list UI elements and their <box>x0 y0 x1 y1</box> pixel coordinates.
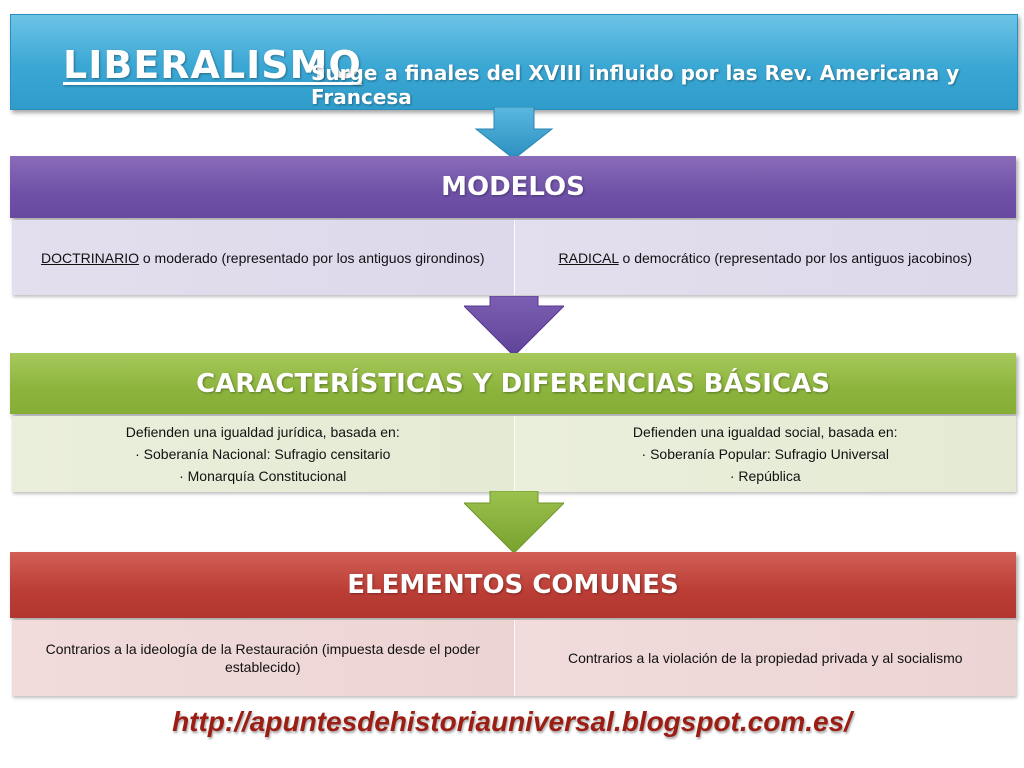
arrow-down-icon <box>464 491 564 553</box>
caracteristicas-title: CARACTERÍSTICAS Y DIFERENCIAS BÁSICAS <box>196 368 830 399</box>
comun-right-text: Contrarios a la violación de la propiedad privada y al socialismo <box>567 650 963 666</box>
modelo-radical-text <box>559 249 972 267</box>
comunes-title: ELEMENTOS COMUNES <box>347 570 679 600</box>
arrow-down-icon <box>464 296 564 356</box>
radical-term: RADICAL <box>558 249 619 266</box>
comun-propiedad <box>514 620 1017 696</box>
caract-left-line: Defienden una igualdad jurídica, basada en: <box>125 424 400 440</box>
comun-left-text: Contrarios a la ideología de la Restauración (impuesta desde el poder establecido) <box>45 641 480 675</box>
caract-right-line: · Soberanía Popular: Sufragio Universal <box>641 446 889 462</box>
comun-restauracion <box>12 620 514 696</box>
banner-title: LIBERALISMO <box>63 43 362 87</box>
comunes-row <box>12 620 1016 696</box>
banner-subtitle: Surge a finales del XVIII influido por las Rev. Americana y Francesa <box>311 61 960 109</box>
caract-right-line: Defienden una igualdad social, basada en: <box>632 424 898 440</box>
caract-left-line: · Soberanía Nacional: Sufragio censitario <box>135 446 391 462</box>
arrow-down-icon <box>464 107 564 159</box>
modelo-radical <box>514 220 1017 295</box>
modelo-doctrinario <box>12 220 514 295</box>
doctrinario-term: DOCTRINARIO <box>40 249 139 266</box>
caracteristicas-doctrinario <box>12 416 514 492</box>
modelos-row <box>12 220 1016 295</box>
comunes-header <box>10 552 1016 618</box>
caracteristicas-radical <box>514 416 1017 492</box>
radical-desc: o democrático (representado por los antiguos jacobinos) <box>618 249 972 266</box>
blog-url-link[interactable]: http://apuntesdehistoriauniversal.blogspot.com.es/ <box>172 706 852 737</box>
doctrinario-desc: o moderado (representado por los antiguos girondinos) <box>138 249 485 266</box>
caract-left-line: · Monarquía Constitucional <box>179 468 347 484</box>
caract-right-line: · República <box>729 468 801 484</box>
caracteristicas-row <box>12 416 1016 492</box>
liberalismo-banner <box>10 14 1018 110</box>
modelo-doctrinario-text <box>41 249 485 267</box>
modelos-title: MODELOS <box>441 172 585 202</box>
caracteristicas-header <box>10 353 1016 414</box>
modelos-header <box>10 156 1016 218</box>
